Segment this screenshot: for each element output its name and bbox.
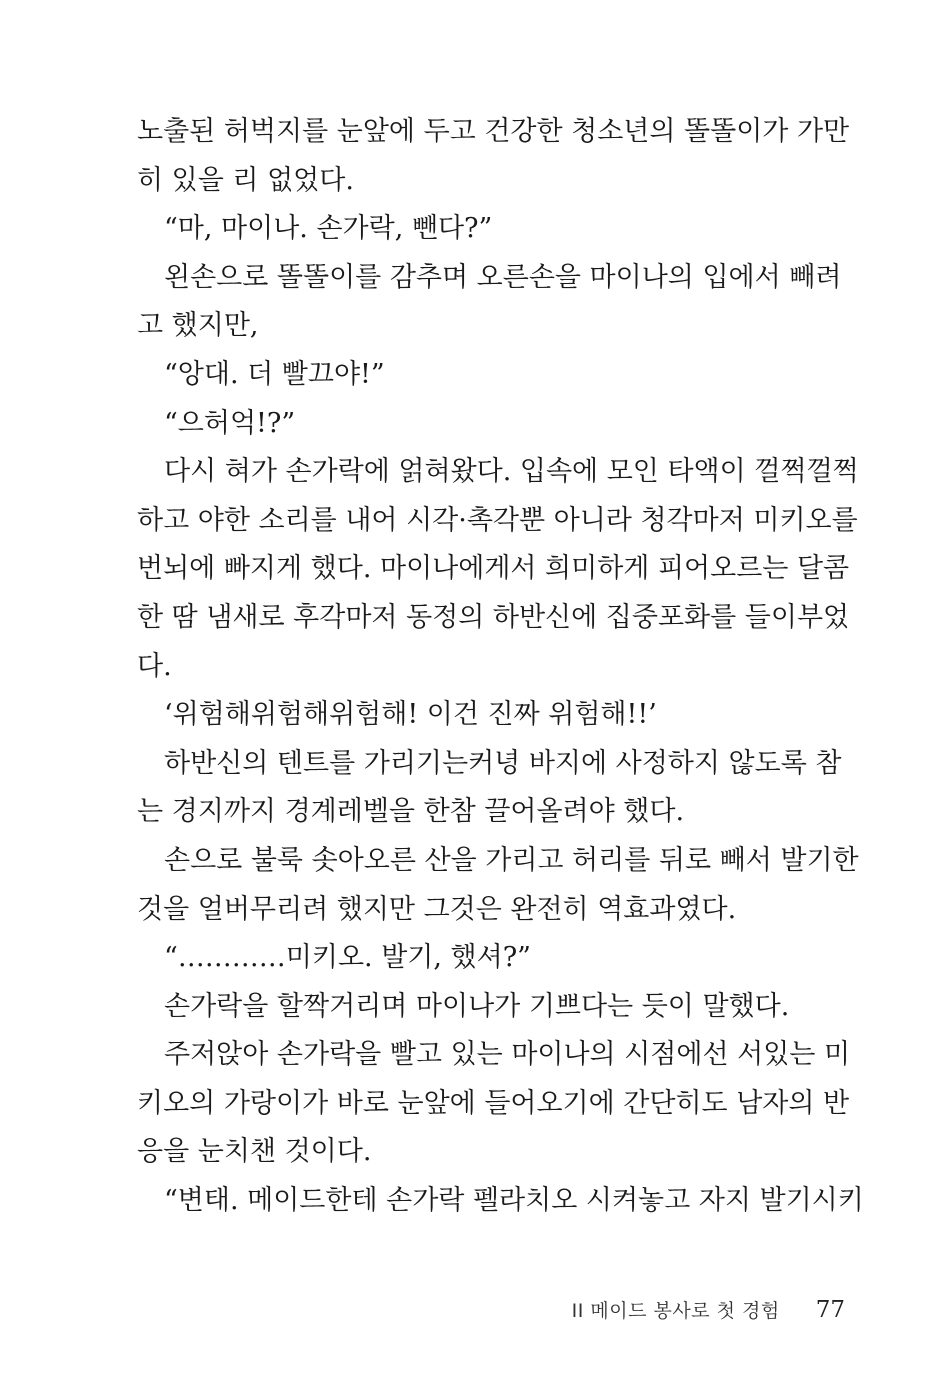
text-line: 하반신의 텐트를 가리기는커녕 바지에 사정하지 않도록 참 [164, 747, 842, 779]
text-line: 키오의 가랑이가 바로 눈앞에 들어오기에 간단히도 남자의 반 [137, 1087, 850, 1119]
text-line: 것을 얼버무리려 했지만 그것은 완전히 역효과였다. [137, 893, 737, 925]
text-line: 하고 야한 소리를 내어 시각·촉각뿐 아니라 청각마저 미키오를 [137, 504, 858, 536]
page-footer [572, 1290, 845, 1330]
page-number: 77 [815, 1297, 845, 1323]
text-line: “앙대. 더 빨끄야!” [164, 358, 385, 390]
text-line: “마, 마이나. 손가락, 뺀다?” [164, 213, 493, 245]
text-line: 히 있을 리 없었다. [137, 164, 354, 196]
text-line: 손가락을 할짝거리며 마이나가 기쁘다는 듯이 말했다. [164, 990, 790, 1022]
text-line: “으허억!?” [164, 407, 296, 439]
body-text [137, 108, 864, 1226]
text-line: 왼손으로 똘똘이를 감추며 오른손을 마이나의 입에서 빼려 [164, 261, 842, 293]
text-line: ‘위험해위험해위험해! 이건 진짜 위험해!!’ [164, 699, 657, 731]
text-line: 손으로 불룩 솟아오른 산을 가리고 허리를 뒤로 빼서 발기한 [164, 844, 859, 876]
text-line: 한 땀 냄새로 후각마저 동정의 하반신에 집중포화를 들이부었 [137, 601, 850, 633]
text-line: “…………미키오. 발기, 했셔?” [164, 942, 531, 974]
text-line: 고 했지만, [137, 310, 259, 342]
text-line: “변태. 메이드한테 손가락 펠라치오 시켜놓고 자지 발기시키 [164, 1185, 864, 1217]
text-line: 번뇌에 빠지게 했다. 마이나에게서 희미하게 피어오르는 달콤 [137, 553, 850, 585]
text-line: 노출된 허벅지를 눈앞에 두고 건강한 청소년의 똘똘이가 가만 [137, 116, 850, 147]
text-line: 응을 눈치챈 것이다. [137, 1136, 372, 1168]
text-line: 다시 혀가 손가락에 얽혀왔다. 입속에 모인 타액이 껄쩍껄쩍 [164, 456, 859, 488]
text-line: 주저앉아 손가락을 빨고 있는 마이나의 시점에선 서있는 미 [164, 1039, 851, 1071]
text-line: 는 경지까지 경계레벨을 한참 끌어올려야 했다. [137, 796, 685, 828]
running-head: II 메이드 봉사로 첫 경험 [571, 1300, 780, 1322]
text-line: 다. [137, 650, 172, 682]
